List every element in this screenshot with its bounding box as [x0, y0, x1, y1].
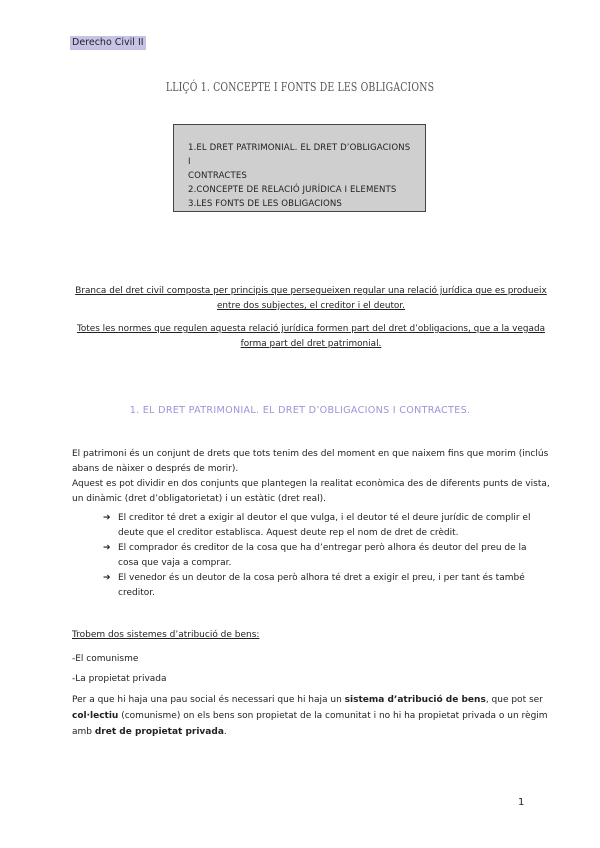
list-item [105, 511, 550, 541]
bullet-list [72, 511, 550, 601]
lesson-title: LLIÇÓ 1. CONCEPTE I FONTS DE LES OBLIGACIONS [165, 80, 435, 94]
list-line: -La propietat privada [72, 674, 167, 684]
course-tag: Derecho Civil II [72, 37, 144, 48]
toc-item: CONTRACTES [188, 171, 247, 181]
intro-paragraph: Totes les normes que regulen aquesta relació jurídica formen part del dret d’obligacions, que a la vegada forma part del dret patrimonial. [76, 324, 546, 349]
list-item-text: El creditor té dret a exigir al deutor el que vulga, i el deutor té el deure jurídic de complir el deute que el creditor establisca. Aquest deute rep el nom de dret de crèdit. [118, 513, 531, 538]
list-item-text: El venedor és un deutor de la cosa però alhora té dret a exigir el preu, i per tant és també creditor. [118, 573, 525, 598]
bold-term: dret de propietat privada [94, 727, 224, 737]
list-item [105, 541, 550, 571]
paragraph: El patrimoni és un conjunt de drets que tots tenim des del moment en que naixem fins que morim (inclús abans de nàixer o després de morir). [72, 449, 549, 474]
systems-title: Trobem dos sistemes d’atribució de bens: [72, 630, 260, 640]
list-line: -El comunisme [72, 654, 139, 664]
section-body [72, 447, 550, 601]
systems-paragraph [72, 692, 552, 740]
paragraph: Aquest es pot dividir en dos conjunts que plantegen la realitat econòmica des de diferents punts de vista, un dinàmic (dret d’obligatorietat) i un estàtic (dret real). [72, 479, 550, 504]
toc-item: 1.EL DRET PATRIMONIAL. EL DRET D’OBLIGACIONS I [188, 143, 411, 167]
page-number: 1 [518, 797, 525, 808]
intro [72, 284, 550, 360]
text-run: (comunisme) on els bens son propietat de la comunitat i no hi ha propietat privada o un règim amb [72, 711, 548, 737]
text-run: . [223, 727, 227, 737]
text-run: Per a que hi haja una pau social és necessari que hi haja un [72, 695, 345, 705]
table-of-contents [173, 124, 426, 212]
arrow-bullet-icon: ➔ [103, 573, 111, 583]
list-item [105, 571, 550, 601]
toc-item: 3.LES FONTS DE LES OBLIGACIONS [188, 199, 342, 209]
bold-term: col·lectiu [72, 711, 119, 721]
bold-term: sistema d’atribució de bens [344, 695, 486, 705]
section-heading: 1. EL DRET PATRIMONIAL. EL DRET D’OBLIGACIONS I CONTRACTES. [129, 405, 471, 416]
arrow-bullet-icon: ➔ [103, 543, 111, 553]
text-run: , que pot ser [485, 695, 543, 705]
arrow-bullet-icon: ➔ [103, 513, 111, 523]
toc-item: 2.CONCEPTE DE RELACIÓ JURÍDICA I ELEMENTS [188, 185, 397, 195]
list-item-text: El comprador és creditor de la cosa que ha d’entregar però alhora és deutor del preu de la cosa que vaja a comprar. [118, 543, 527, 568]
intro-paragraph: Branca del dret civil composta per principis que persegueixen regular una relació jurídica que es produeix entre dos subjectes, el creditor i el deutor. [75, 286, 547, 311]
